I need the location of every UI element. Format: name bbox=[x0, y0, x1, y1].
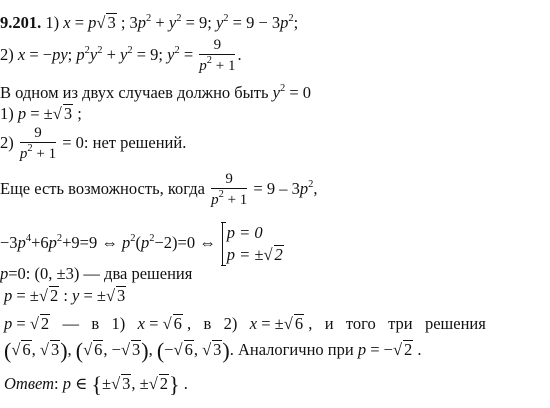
sqrt-sign: √ bbox=[38, 286, 48, 305]
sqrt-sign: √ bbox=[392, 340, 402, 359]
sqrt-sign: √ bbox=[29, 314, 39, 333]
line-10: p = √ 2 — в 1) x = √ 6 , в 2) x = ±√ 6 , и того три решения bbox=[4, 314, 486, 333]
sqrt-sign: √ bbox=[148, 374, 158, 393]
sqrt-sign: √ bbox=[83, 340, 93, 359]
sqrt-sign: √ bbox=[39, 340, 49, 359]
sqrt-sign: √ bbox=[11, 340, 21, 359]
line-7: $-3p^4+6p^2+9=9$ ⇔ $p^2(p^2-2)=0$ ⇔ p = 0 p = ±√ 2 bbox=[0, 223, 283, 264]
fraction: $\frac{9}{p^2 + 1}$ bbox=[199, 37, 236, 74]
line-1: 9.201. 1) x = p√ 3 ; $3p^2 + y^2 = 9$; $y^2 = 9 - 3p^2$; bbox=[0, 13, 299, 32]
sqrt-sign: √ bbox=[105, 286, 116, 305]
fraction: $\frac{9}{p^2 + 1}$ bbox=[19, 125, 57, 162]
answer-label: Ответ bbox=[4, 374, 55, 393]
line-2: 2) x = −py; $p^2y^2 + y^2 = 9$; $y^2$ = $\frac{9}{p^2 + 1}$ . bbox=[0, 37, 242, 74]
sqrt-sign: √ bbox=[96, 13, 106, 32]
line-11: (√ 6, √ 3), (√ 6, −√ 3), (−√ 6, √ 3). Аналогично при p = −√ 2 . bbox=[4, 338, 422, 363]
sqrt-sign: √ bbox=[173, 340, 183, 359]
sqrt-sign: √ bbox=[263, 245, 273, 264]
line-8: p=0: (0, ±3) — два решения bbox=[0, 264, 193, 283]
problem-number: 9.201. bbox=[0, 13, 42, 32]
fraction: $\frac{9}{p^2 + 1}$ bbox=[211, 171, 248, 208]
system-bracket: p = 0 p = ±√ 2 bbox=[222, 222, 284, 266]
sqrt-sign: √ bbox=[202, 340, 212, 359]
line-5: 2) $\frac{9}{p^2 + 1}$ = 0: нет решений. bbox=[0, 125, 187, 162]
line-4: 1) p = ±√ 3 ; bbox=[0, 104, 82, 123]
line-3: В одном из двух случаев должно быть $y^2 = 0$ bbox=[0, 83, 312, 102]
line-12: Ответ: p ∈ {±√ 3, ±√ 2} . bbox=[4, 372, 188, 397]
line-9: p = ±√ 2 : y = ±√ 3 bbox=[4, 286, 126, 305]
sqrt-sign: √ bbox=[120, 340, 131, 359]
sqrt-sign: √ bbox=[162, 314, 172, 333]
sqrt-sign: √ bbox=[52, 104, 62, 123]
sqrt-sign: √ bbox=[111, 374, 121, 393]
sqrt-sign: √ bbox=[283, 314, 293, 333]
line-6: Еще есть возможность, когда $\frac{9}{p^2 + 1}$ = $9 - 3p^2$, bbox=[0, 171, 318, 208]
